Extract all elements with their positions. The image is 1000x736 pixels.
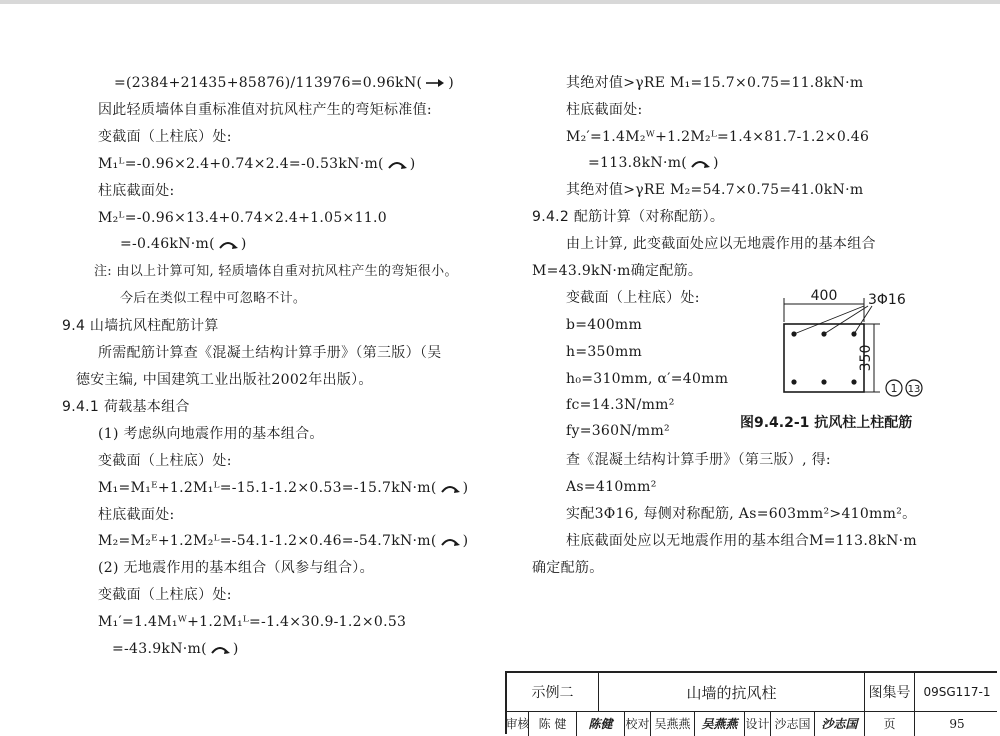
- left-line-15: M₁=M₁ᴱ+1.2M₁ᴸ=-15.1-1.2×0.53=-15.7kN·m( ): [98, 480, 469, 496]
- left-line-16: 柱底截面处:: [98, 507, 175, 523]
- rebar-leader: [794, 306, 864, 334]
- atlas-label: 图集号: [865, 673, 915, 711]
- right-line-18: 确定配筋。: [532, 560, 604, 576]
- scan-edge: [0, 0, 1000, 4]
- figure-caption: 图9.4.2-1 抗风柱上柱配筋: [740, 415, 913, 431]
- example-label: 示例二: [507, 673, 599, 711]
- left-line-18: (2) 无地震作用的基本组合（风参与组合）。: [98, 560, 374, 576]
- design-label: 设计: [745, 711, 771, 736]
- right-line-12: fc=14.3N/mm²: [566, 397, 675, 413]
- atlas-number: 09SG117-1: [923, 685, 991, 699]
- width-label: 400: [810, 288, 838, 304]
- right-line-3: =113.8kN·m( ): [588, 155, 719, 171]
- section-heading-9-4: 9.4 山墙抗风柱配筋计算: [62, 318, 219, 334]
- right-line-7: M=43.9kN·m确定配筋。: [532, 263, 703, 279]
- section-heading-9-4-1: 9.4.1 荷载基本组合: [62, 399, 190, 415]
- right-arrow-icon: [424, 77, 446, 89]
- reviewer-signature: 陈健: [577, 711, 625, 736]
- right-line-0: 其绝对值>γRE M₁=15.7×0.75=11.8kN·m: [566, 75, 864, 91]
- reviewer-name: 陈 健: [529, 711, 577, 736]
- left-line-4: 柱底截面处:: [98, 183, 175, 199]
- left-note-2: 今后在类似工程中可忽略不计。: [120, 291, 307, 306]
- right-line-17: 柱底截面处应以无地震作用的基本组合M=113.8kN·m: [566, 533, 918, 549]
- right-line-13: fy=360N/mm²: [566, 423, 670, 439]
- left-line-6: =-0.46kN·m( ): [120, 236, 247, 252]
- right-line-14: 查《混凝土结构计算手册》（第三版）, 得:: [566, 452, 831, 468]
- right-line-16: 实配3Φ16, 每侧对称配筋, As=603mm²>410mm²。: [566, 506, 917, 522]
- left-line-0: =(2384+21435+85876)/113976=0.96kN( ): [114, 75, 455, 91]
- left-line-11: 德安主编, 中国建筑工业出版社2002年出版）。: [76, 372, 373, 388]
- left-line-3: M₁ᴸ=-0.96×2.4+0.74×2.4=-0.53kN·m( ): [98, 156, 416, 172]
- left-line-20: M₁′=1.4M₁ᵂ+1.2M₁ᴸ=-1.4×30.9-1.2×0.53: [98, 614, 407, 630]
- right-line-4: 其绝对值>γRE M₂=54.7×0.75=41.0kN·m: [566, 182, 864, 198]
- axis-label-1: 1: [890, 382, 898, 395]
- rebar-label: 3Φ16: [868, 292, 906, 308]
- rebar-dot: [851, 379, 856, 384]
- rebar-leader: [824, 306, 868, 334]
- check-label: 校对: [625, 711, 651, 736]
- left-line-19: 变截面（上柱底）处:: [98, 587, 232, 603]
- title-block-row-1: [507, 673, 997, 712]
- left-line-10: 所需配筋计算查《混凝土结构计算手册》（第三版）（吴: [98, 345, 442, 361]
- rebar-dot: [791, 379, 796, 384]
- right-line-15: As=410mm²: [566, 479, 657, 495]
- right-line-6: 由上计算, 此变截面处应以无地震作用的基本组合: [566, 236, 876, 252]
- height-label: 350: [858, 344, 874, 372]
- moment-icon: [217, 238, 239, 250]
- review-label: 审核: [507, 711, 529, 736]
- right-line-8: 变截面（上柱底）处:: [566, 290, 700, 306]
- moment-icon: [209, 643, 231, 655]
- section-heading-9-4-2: 9.4.2 配筋计算（对称配筋）。: [532, 209, 725, 225]
- moment-icon: [386, 158, 408, 170]
- drawing-title: 山墙的抗风柱: [599, 673, 865, 711]
- rebar-leader: [854, 306, 872, 334]
- checker-name: 吴燕燕: [651, 711, 695, 736]
- left-line-14: 变截面（上柱底）处:: [98, 453, 232, 469]
- column-section-figure: [768, 288, 938, 408]
- designer-signature: 沙志国: [815, 711, 865, 736]
- left-line-5: M₂ᴸ=-0.96×13.4+0.74×2.4+1.05×11.0: [98, 210, 387, 226]
- left-line-2: 变截面（上柱底）处:: [98, 129, 232, 145]
- designer-name: 沙志国: [771, 711, 815, 736]
- left-line-1: 因此轻质墙体自重标准值对抗风柱产生的弯矩标准值:: [98, 102, 432, 118]
- title-block: [505, 671, 997, 734]
- moment-icon: [439, 482, 461, 494]
- checker-signature: 吴燕燕: [695, 711, 745, 736]
- right-line-2: M₂′=1.4M₂ᵂ+1.2M₂ᴸ=1.4×81.7-1.2×0.46: [566, 129, 870, 145]
- left-line-17: M₂=M₂ᴱ+1.2M₂ᴸ=-54.1-1.2×0.46=-54.7kN·m( ): [98, 533, 469, 549]
- page-label: 页: [865, 711, 915, 736]
- left-line-13: (1) 考虑纵向地震作用的基本组合。: [98, 426, 324, 442]
- moment-icon: [689, 157, 711, 169]
- right-line-9: b=400mm: [566, 317, 643, 333]
- right-line-1: 柱底截面处:: [566, 102, 643, 118]
- page-number: 95: [949, 716, 965, 731]
- left-note-1: 注: 由以上计算可知, 轻质墙体自重对抗风柱产生的弯矩很小。: [94, 264, 458, 279]
- moment-icon: [439, 535, 461, 547]
- axis-label-13: 13: [907, 384, 921, 395]
- left-line-21: =-43.9kN·m( ): [112, 641, 239, 657]
- rebar-dot: [821, 379, 826, 384]
- right-line-11: h₀=310mm, α′=40mm: [566, 371, 729, 387]
- right-line-10: h=350mm: [566, 344, 643, 360]
- title-block-row-2: [507, 711, 997, 736]
